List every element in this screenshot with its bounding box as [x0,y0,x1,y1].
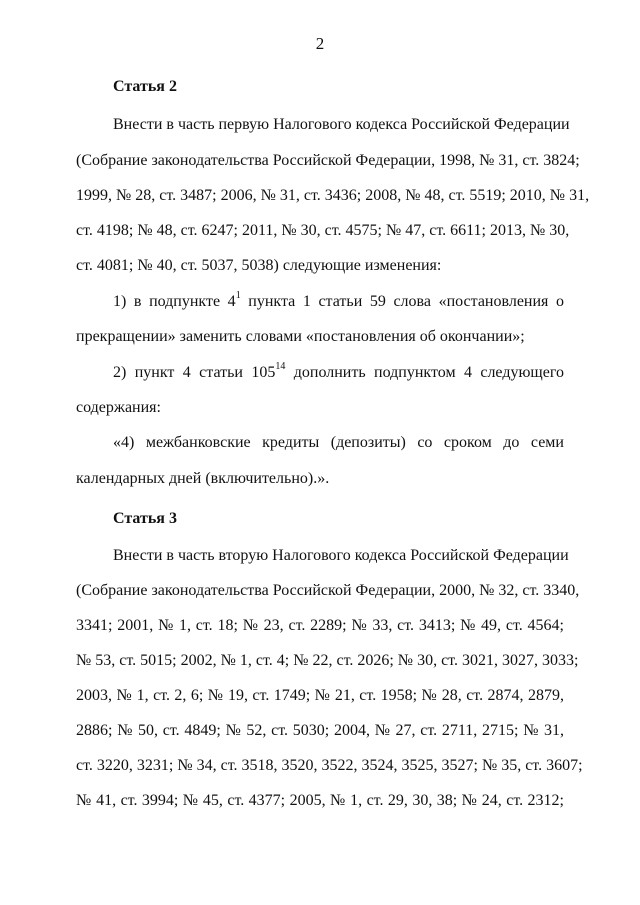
article-2-item-1-line-1 [113,289,564,312]
article-2-quote-line-1: «4) межбанковские кредиты (депозиты) со сроком до семи [113,434,564,451]
article-2-quote-line-2: календарных дней (включительно).». [76,470,330,487]
article-2-item-1-line-2: прекращении» заменить словами «постановления об окончании»; [76,328,525,345]
article-2-intro-line: (Собрание законодательства Российской Федерации, 1998, № 31, ст. 3824; [76,152,580,169]
page-number: 2 [315,34,325,53]
article-3-line: (Собрание законодательства Российской Федерации, 2000, № 32, ст. 3340, [76,582,580,599]
article-3-line: 2886; № 50, ст. 4849; № 52, ст. 5030; 2004, № 27, ст. 2711, 2715; № 31, [76,722,564,739]
item-1-text-after: пункта 1 статьи 59 слова «постановления о [240,293,564,310]
article-2-item-2-line-1 [113,360,564,383]
article-3-line: 2003, № 1, ст. 2, 6; № 19, ст. 1749; № 21, ст. 1958; № 28, ст. 2874, 2879, [76,687,564,704]
article-2-item-2-line-2: содержания: [76,399,161,416]
item-1-superscript: 1 [235,289,241,301]
article-3-heading: Статья 3 [113,510,177,527]
article-3-line: ст. 3220, 3231; № 34, ст. 3518, 3520, 3522, 3524, 3525, 3527; № 35, ст. 3607; [76,757,583,774]
article-2-intro-line: Внести в часть первую Налогового кодекса Российской Федерации [113,116,570,133]
article-3-line: Внести в часть вторую Налогового кодекса Российской Федерации [113,547,569,564]
item-1-text-before: 1) в подпункте 4 [113,293,236,310]
item-2-text-after: дополнить подпунктом 4 следующего [285,364,564,381]
article-2-intro-line: 1999, № 28, ст. 3487; 2006, № 31, ст. 3436; 2008, № 48, ст. 5519; 2010, № 31, [76,187,590,204]
article-2-intro-line: ст. 4198; № 48, ст. 6247; 2011, № 30, ст. 4575; № 47, ст. 6611; 2013, № 30, [76,222,570,239]
article-3-line: 3341; 2001, № 1, ст. 18; № 23, ст. 2289; № 33, ст. 3413; № 49, ст. 4564; [76,617,564,634]
item-2-text-before: 2) пункт 4 статьи 105 [113,364,276,381]
article-2-heading: Статья 2 [113,78,177,95]
item-2-superscript: 14 [275,360,286,372]
article-2-intro-line: ст. 4081; № 40, ст. 5037, 5038) следующие изменения: [76,257,442,274]
article-3-line: № 53, ст. 5015; 2002, № 1, ст. 4; № 22, ст. 2026; № 30, ст. 3021, 3027, 3033; [76,652,579,669]
article-3-line: № 41, ст. 3994; № 45, ст. 4377; 2005, № 1, ст. 29, 30, 38; № 24, ст. 2312; [76,792,564,809]
